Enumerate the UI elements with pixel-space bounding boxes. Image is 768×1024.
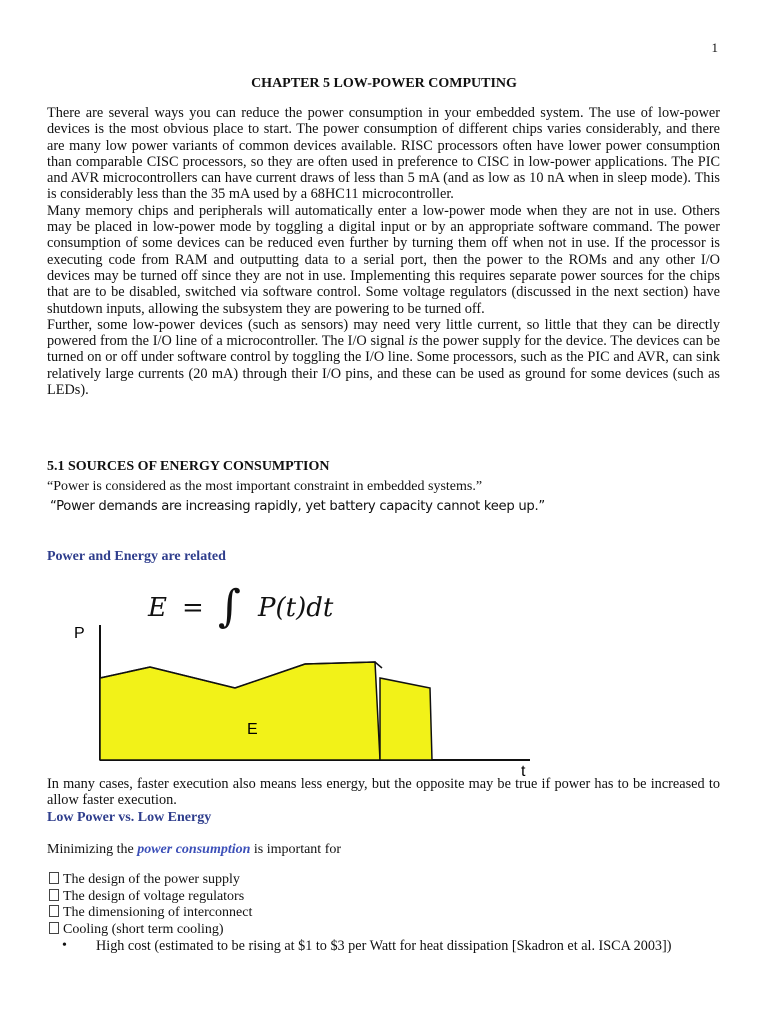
list-item	[47, 922, 252, 939]
section-title: 5.1 SOURCES OF ENERGY CONSUMPTION	[47, 459, 330, 474]
x-axis-label: t	[521, 763, 526, 780]
equation-integral: ∫	[218, 581, 241, 632]
checkbox-glyph-icon	[49, 922, 59, 934]
list-item	[47, 872, 252, 889]
equation-equals: =	[182, 593, 204, 623]
paragraph-3-part-1: Further, some low-power devices (such as sensors) may need very little current, so little that they can be directly powered from the I/O line of a microcontroller. The I/O signal	[47, 316, 720, 350]
paragraph-3-italic: is	[408, 333, 418, 350]
paragraph-execution: In many cases, faster execution also means less energy, but the opposite may be true if power has to be increased to allow faster execution.	[47, 776, 720, 809]
minimizing-after: is important for	[250, 842, 342, 857]
checkbox-glyph-icon	[49, 889, 59, 901]
energy-area-tail	[380, 678, 432, 760]
paragraph-1: There are several ways you can reduce the power consumption in your embedded system. The use of low-power devices is the most obvious place to start. The power consumption of different chips varies considerably, and there are many low power variants of common devices available. RISC processors often have lower power consumption than comparable CISC processors, so they are often used in preference to CISC in low-power applications. The PIC and AVR microcontrollers can have current draws of less than 5 mA (and as low as 10 nA when in sleep mode). This is considerably less than the 35 mA used by a 68HC11 microcontroller.	[47, 105, 720, 203]
minimizing-before: Minimizing the	[47, 842, 138, 857]
minimizing-emphasis: power consumption	[137, 842, 251, 857]
body-text	[47, 105, 720, 398]
subheading-power-energy: Power and Energy are related	[47, 549, 226, 564]
quote-2: “Power demands are increasing rapidly, yet battery capacity cannot keep up.”	[50, 499, 545, 514]
paragraph-2: Many memory chips and peripherals will automatically enter a low-power mode when they are not in use. Others may be placed in low-power mode by toggling a digital input or by an appropriate software command. The power consumption of some devices can be reduced even further by turning them off when not in use. If the processor is executing code from RAM and outputting data to a serial port, then the power to the ROMs and any other I/O devices may be turned off since they are not in use. Implementing this requires separate power sources for the chips that are to be disabled, switched via software control. Some voltage regulators (discussed in the next section) have shutdown inputs, allowing the subsystem they are powering to be turned off.	[47, 202, 720, 317]
paragraph-3-part-2: the power supply for the device. The devices can be turned on or off under software control by toggling the I/O line. Some processors, such as the PIC and AVR, can sink relatively large currents (20 mA) through their I/O pins, and these can be used as ground for some devices (such as LEDs).	[47, 333, 720, 399]
y-axis-label: P	[74, 625, 85, 642]
equation-rhs: P(t)dt	[258, 593, 334, 623]
equation-lhs: E	[148, 593, 167, 623]
energy-area-main	[100, 662, 380, 760]
paragraph-3	[47, 317, 720, 398]
list-item-text: Cooling (short term cooling)	[63, 921, 224, 937]
checkbox-glyph-icon	[49, 905, 59, 917]
bullet-icon: •	[62, 938, 67, 953]
list-item-text: The design of the power supply	[63, 872, 240, 887]
quote-1: “Power is considered as the most important constraint in embedded systems.”	[47, 479, 483, 494]
energy-graph	[60, 620, 550, 780]
list-item-text: The design of voltage regulators	[63, 888, 245, 904]
checkbox-glyph-icon	[49, 872, 59, 884]
list-item-text: The dimensioning of interconnect	[63, 905, 253, 920]
bullet-text: High cost (estimated to be rising at $1 to $3 per Watt for heat dissipation [Skadron et al. ISCA 2003])	[96, 938, 672, 954]
chapter-title: CHAPTER 5 LOW-POWER COMPUTING	[251, 76, 517, 91]
list-item	[47, 905, 252, 922]
page-number: 1	[711, 40, 718, 55]
subheading-low-power: Low Power vs. Low Energy	[47, 810, 212, 825]
area-label: E	[247, 721, 258, 738]
list-item	[47, 889, 252, 906]
importance-list	[47, 872, 252, 938]
minimizing-line	[47, 842, 341, 858]
